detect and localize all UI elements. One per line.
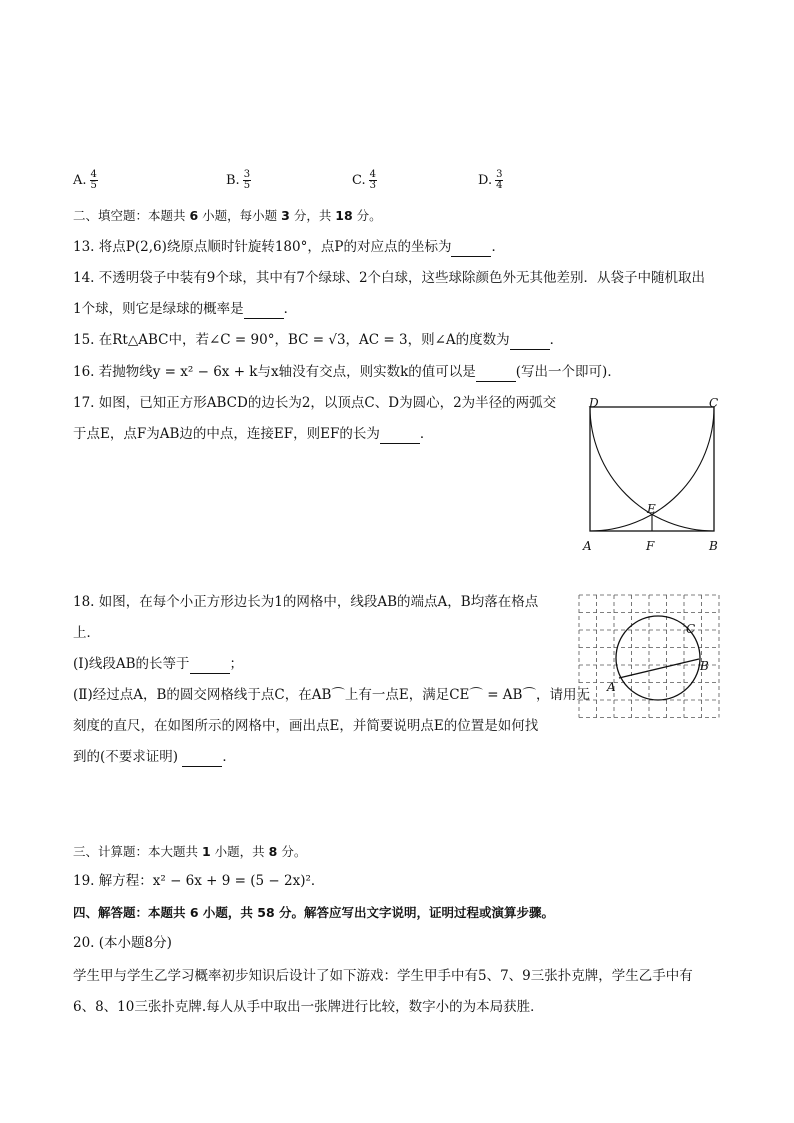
question-18-line-2: 上． (73, 625, 100, 641)
section-2-heading: 二、填空题：本题共 6 小题，每小题 3 分，共 18 分。 (73, 208, 382, 223)
segment-ab (619, 659, 699, 678)
fraction: $\frac{3}{5}$ (243, 169, 251, 191)
question-14-line-2: 1个球，则它是绿球的概率是 ． (73, 301, 298, 317)
question-14-line-1: 14. 不透明袋子中装有9个球，其中有7个绿球、2个白球，这些球除颜色外无其他差别．从袋子中随机取出 (73, 270, 706, 286)
label-b: B (700, 659, 709, 673)
label-d: D (589, 396, 599, 410)
label-c: C (686, 622, 696, 636)
question-20-line-2: 6、8、10三张扑克牌.每人从手中取出一张牌进行比较，数字小的为本局获胜． (73, 999, 544, 1015)
option-b: B. $\frac{3}{5}$ (226, 169, 251, 191)
question-13: 13. 将点P(2,6)绕原点顺时针旋转180°，点P的对应点的坐标为 ． (73, 239, 505, 255)
answer-blank[interactable] (182, 752, 222, 767)
question-19: 19. 解方程：x² − 6x + 9 = (5 − 2x)²． (73, 873, 325, 889)
question-18-part-1: (Ⅰ)线段AB的长等于 ； (73, 656, 244, 672)
figure-18-grid-circle (579, 595, 724, 720)
fraction: $\frac{3}{4}$ (496, 169, 503, 191)
section-4-heading: 四、解答题：本题共 6 小题，共 58 分。解答应写出文字说明，证明过程或演算步骤。 (73, 905, 555, 920)
answer-blank[interactable] (476, 367, 516, 382)
section-3-heading: 三、计算题：本大题共 1 小题，共 8 分。 (73, 844, 307, 859)
question-16: 16. 若抛物线y = x² − 6x + k与x轴没有交点，则实数k的值可以是 (写出一个即可)． (73, 364, 621, 380)
question-17-line-2: 于点E，点F为AB边的中点，连接EF，则EF的长为 ． (73, 426, 434, 442)
question-18-line-1: 18. 如图，在每个小正方形边长为1的网格中，线段AB的端点A，B均落在格点 (73, 594, 539, 610)
option-d: D. $\frac{3}{4}$ (478, 169, 503, 191)
label-b: B (709, 539, 718, 553)
question-18-part-2-line-3: 到的(不要求证明) ． (73, 749, 236, 765)
figure-17-square-arcs (575, 395, 725, 560)
question-18-part-2-line-1: (Ⅱ)经过点A，B的圆交网格线于点C，在AB⌒上有一点E，满足CE⌒ = AB⌒，请用无 (73, 687, 590, 703)
question-17-line-1: 17. 如图，已知正方形ABCD的边长为2，以顶点C、D为圆心，2为半径的两弧交 (73, 395, 557, 411)
label-f: F (646, 539, 655, 553)
answer-blank[interactable] (510, 335, 550, 350)
question-18-part-2-line-2: 刻度的直尺，在如图所示的网格中，画出点E，并简要说明点E的位置是如何找 (73, 718, 539, 734)
question-20-line-1: 学生甲与学生乙学习概率初步知识后设计了如下游戏：学生甲手中有5、7、9三张扑克牌，学生乙手中有 (73, 968, 693, 984)
answer-blank[interactable] (451, 242, 491, 257)
label-e: E (647, 502, 656, 516)
answer-blank[interactable] (380, 429, 420, 444)
label-a: A (607, 680, 616, 694)
answer-blank[interactable] (244, 304, 284, 319)
fraction: $\frac{4}{5}$ (90, 169, 97, 191)
option-c: C. $\frac{4}{3}$ (352, 169, 376, 191)
label-a: A (583, 539, 592, 553)
question-15: 15. 在Rt△ABC中，若∠C = 90°，BC = √3，AC = 3，则∠A的度数为 ． (73, 332, 564, 348)
fraction: $\frac{4}{3}$ (369, 169, 376, 191)
answer-blank[interactable] (190, 659, 230, 674)
option-a: A. $\frac{4}{5}$ (73, 169, 97, 191)
label-c: C (709, 396, 719, 410)
question-20-heading: 20. (本小题8分) (73, 935, 172, 951)
